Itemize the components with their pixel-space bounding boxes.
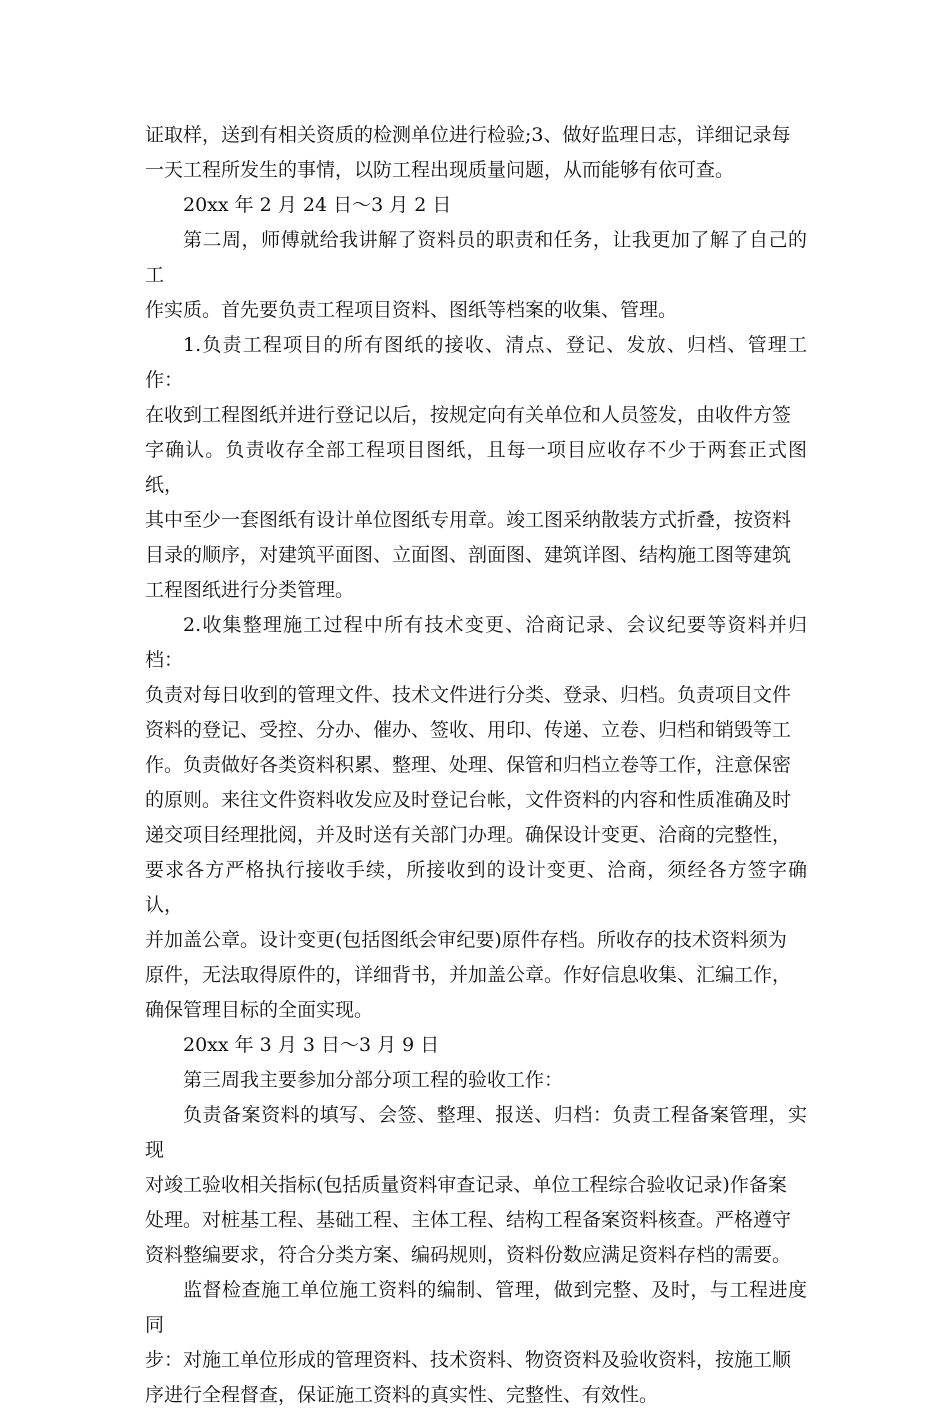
- paragraph-continued: 证取样，送到有相关资质的检测单位进行检验;3、做好监理日志，详细记录每 一天工程所发生的事情，以防工程出现质量问题，从而能够有依可查。: [145, 124, 791, 181]
- date-heading-week2: 20xx 年 2 月 24 日～3 月 2 日: [183, 194, 452, 216]
- date-heading-week3: 20xx 年 3 月 3 日～3 月 9 日: [183, 1034, 440, 1056]
- paragraph-item-2: 2.收集整理施工过程中所有技术变更、洽商记录、会议纪要等资料并归档： 负责对每日收到的管理文件、技术文件进行分类、登录、归档。负责项目文件 资料的登记、受控、分办、催办、签收、用印、传递、立卷、归档和销毁等工 作。负责做好各类资料积累、整理、处理、保管和归档立卷等工作，注意保密 的原则。来往文件资料收发应及时登记台帐，文件资料的内容和性质准确及时 递交项目经理批阅，并及时送有关部门办理。确保设计变更、洽商的完整性， 要求各方严格执行接收手续，所接收到的设计变更、洽商，须经各方签字确认， 并加盖公章。设计变更(包括图纸会审纪要)原件存档。所收存的技术资料须为 原件，无法取得原件的，详细背书，并加盖公章。作好信息收集、汇编工作， 确保管理目标的全面实现。: [145, 614, 807, 1021]
- document-body: [145, 118, 807, 1413]
- paragraph-item-1: 1.负责工程项目的所有图纸的接收、清点、登记、发放、归档、管理工作： 在收到工程图纸并进行登记以后，按规定向有关单位和人员签发，由收件方签 字确认。负责收存全部工程项目图纸，且每一项目应收存不少于两套正式图纸， 其中至少一套图纸有设计单位图纸专用章。竣工图采纳散装方式折叠，按资料 目录的顺序，对建筑平面图、立面图、剖面图、建筑详图、结构施工图等建筑 工程图纸进行分类管理。: [145, 334, 807, 601]
- paragraph-week3-filing: 负责备案资料的填写、会签、整理、报送、归档：负责工程备案管理，实现 对竣工验收相关指标(包括质量资料审查记录、单位工程综合验收记录)作备案 处理。对桩基工程、基础工程、主体工程、结构工程备案资料核查。严格遵守 资料整编要求，符合分类方案、编码规则，资料份数应满足资料存档的需要。: [145, 1104, 807, 1266]
- paragraph-week2-intro: 第二周，师傅就给我讲解了资料员的职责和任务，让我更加了解了自己的工 作实质。首先要负责工程项目资料、图纸等档案的收集、管理。: [145, 229, 807, 321]
- paragraph-week3-supervise: 监督检查施工单位施工资料的编制、管理，做到完整、及时，与工程进度同 步：对施工单位形成的管理资料、技术资料、物资资料及验收资料，按施工顺 序进行全程督查，保证施工资料的真实性、完整性、有效性。: [145, 1279, 807, 1406]
- paragraph-week3-intro: 第三周我主要参加分部分项工程的验收工作：: [183, 1069, 564, 1091]
